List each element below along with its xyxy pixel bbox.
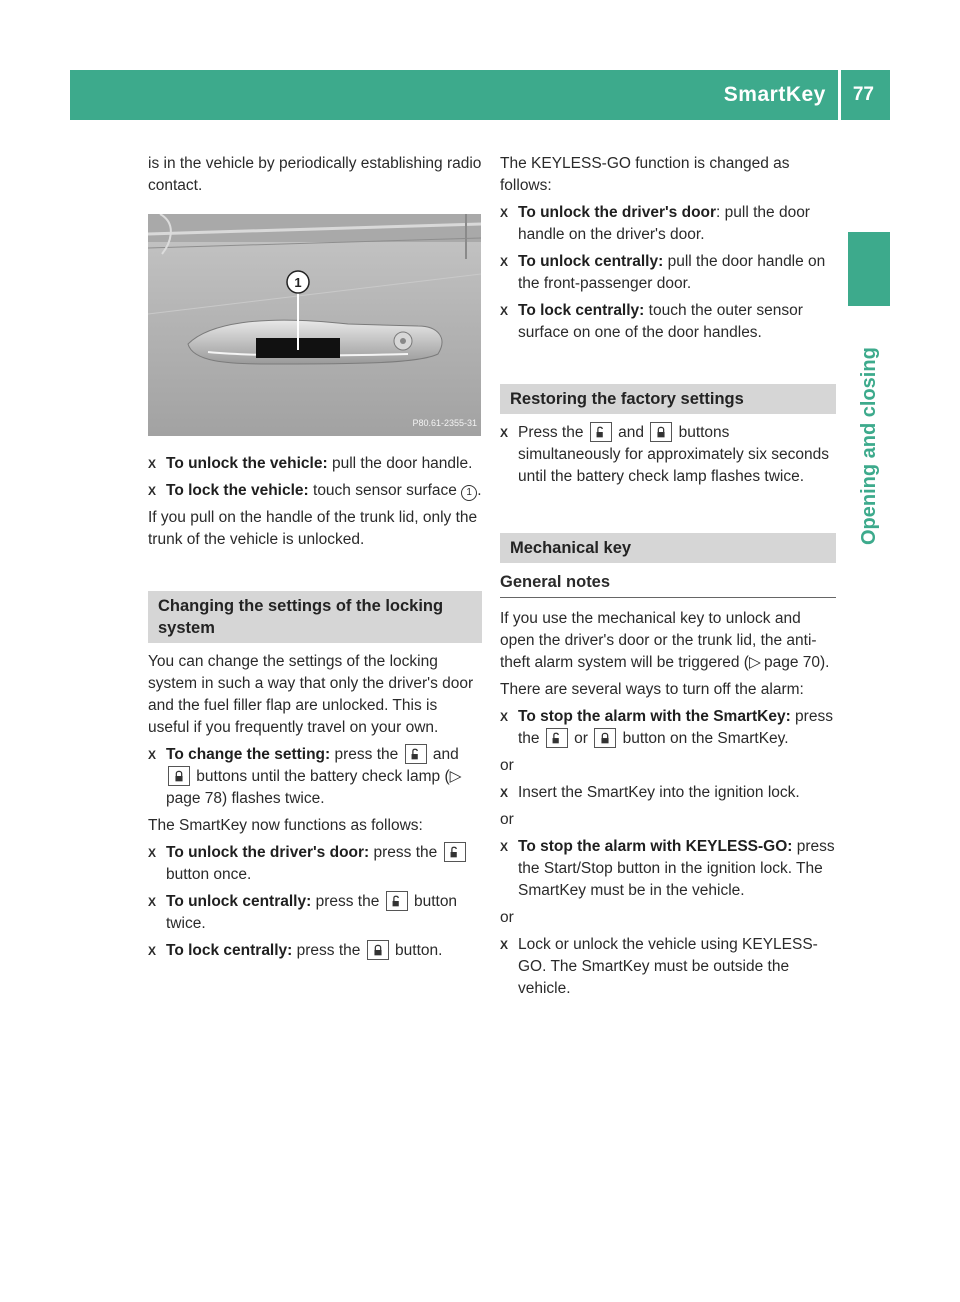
lock-button-icon: [650, 422, 672, 442]
instruction-arrow-icon: X: [148, 846, 157, 860]
header-section-title: SmartKey: [723, 83, 826, 106]
page-ref-arrow-icon: ▷: [748, 654, 761, 671]
trunk-paragraph: If you pull on the handle of the trunk lid, only the trunk of the vehicle is unlocked.: [148, 509, 478, 548]
instruction-label: To lock centrally:: [166, 942, 293, 959]
door-handle-illustration: [148, 214, 481, 436]
instruction-unlock-centrally: [148, 891, 482, 935]
instruction-label: To stop the alarm with KEYLESS-GO:: [518, 838, 793, 855]
instruction-arrow-icon: X: [500, 206, 509, 220]
instruction-text: press the: [518, 708, 833, 747]
or-separator: or: [500, 811, 514, 828]
instruction-arrow-icon: X: [500, 710, 509, 724]
figure-caption: P80.61-2355-31: [412, 418, 477, 428]
instruction-arrow-icon: X: [500, 786, 509, 800]
left-column: [148, 153, 482, 967]
lock-button-icon: [594, 728, 616, 748]
instruction-arrow-icon: X: [500, 426, 509, 440]
page-reference-link[interactable]: page 78: [166, 790, 223, 807]
subheading-general-notes: General notes: [500, 571, 836, 598]
instruction-arrow-icon: X: [148, 457, 157, 471]
change-settings-paragraph: You can change the settings of the locking system in such a way that only the driver's door and the fuel filler flap are unlocked. This is useful if you frequently travel on your own.: [148, 653, 474, 736]
callout-ref-1: 1: [461, 485, 477, 501]
instruction-lock-unlock-keyless-go: [500, 934, 836, 1000]
instruction-change-setting: [148, 744, 482, 810]
mechanical-key-paragraph: [500, 608, 836, 674]
alarm-paragraph: There are several ways to turn off the alarm:: [500, 681, 804, 698]
instruction-text: buttons simultaneously for approximately six seconds until the battery check lamp flashes twice.: [518, 424, 829, 485]
instruction-text: pull the door handle.: [327, 455, 473, 472]
instruction-text: ) flashes twice.: [222, 790, 325, 807]
paragraph-text: ).: [820, 654, 830, 671]
instruction-text: press the: [330, 746, 403, 763]
keyless-paragraph: The KEYLESS-GO function is changed as follows:: [500, 155, 790, 194]
instruction-text: Press the: [518, 424, 588, 441]
instruction-insert-smartkey: [500, 782, 836, 804]
instruction-unlock-drivers-door: [148, 842, 482, 886]
instruction-arrow-icon: X: [500, 255, 509, 269]
instruction-text: touch the outer sensor surface on one of the door handles.: [518, 302, 803, 341]
page-ref-arrow-icon: ▷: [449, 768, 462, 785]
instruction-text: button twice.: [166, 893, 458, 932]
figure-callout-1: 1: [294, 275, 302, 290]
instruction-label: To lock the vehicle:: [166, 482, 309, 499]
intro-paragraph: is in the vehicle by periodically establishing radio contact.: [148, 155, 482, 194]
instruction-lock-vehicle: [148, 480, 482, 502]
lock-button-icon: [367, 940, 389, 960]
instruction-restore-settings: [500, 422, 836, 488]
instruction-text: press the: [369, 844, 442, 861]
instruction-text: button once.: [166, 866, 252, 883]
instruction-text: Insert the SmartKey into the ignition lock.: [518, 784, 800, 801]
right-column: [500, 153, 836, 1005]
instruction-arrow-icon: X: [500, 840, 509, 854]
instruction-text-end: .: [477, 482, 482, 499]
unlock-button-icon: [444, 842, 466, 862]
header-text: [724, 70, 890, 120]
instruction-text: press the: [292, 942, 365, 959]
instruction-lock-centrally: [148, 940, 482, 962]
instruction-text: or: [569, 730, 593, 747]
instruction-arrow-icon: X: [148, 944, 157, 958]
instruction-label: To stop the alarm with the SmartKey:: [518, 708, 791, 725]
instruction-stop-alarm-smartkey: [500, 706, 836, 750]
instruction-text: button on the SmartKey.: [618, 730, 789, 747]
heading-mechanical-key: Mechanical key: [500, 533, 836, 563]
heading-changing-settings: Changing the settings of the locking system: [148, 591, 482, 643]
instruction-text: : pull the door handle on the driver's door.: [518, 204, 810, 243]
instruction-label: To unlock centrally:: [166, 893, 312, 910]
heading-restoring-factory-settings: Restoring the factory settings: [500, 384, 836, 414]
instruction-label: To unlock the vehicle:: [166, 455, 328, 472]
or-separator: or: [500, 757, 514, 774]
side-tab-label: Opening and closing: [858, 347, 880, 545]
instruction-stop-alarm-keyless-go: [500, 836, 836, 902]
instruction-arrow-icon: X: [148, 484, 157, 498]
instruction-text: press the: [311, 893, 384, 910]
instruction-label: To unlock the driver's door: [518, 204, 717, 221]
unlock-button-icon: [405, 744, 427, 764]
instruction-text: and: [428, 746, 459, 763]
instruction-label: To unlock the driver's door:: [166, 844, 370, 861]
instruction-text: buttons until the battery check lamp (: [192, 768, 450, 785]
page-number: 77: [852, 84, 874, 105]
instruction-keyless-unlock-centrally: [500, 251, 836, 295]
instruction-text: and: [613, 424, 649, 441]
functions-paragraph: The SmartKey now functions as follows:: [148, 817, 423, 834]
paragraph-text: If you use the mechanical key to unlock and open the driver's door or the trunk lid, the anti-theft alarm system will be triggered (: [500, 610, 817, 671]
instruction-arrow-icon: X: [500, 938, 509, 952]
lock-button-icon: [168, 766, 190, 786]
instruction-text: press the Start/Stop button in the ignition lock. The SmartKey must be in the vehicle.: [518, 838, 835, 899]
instruction-label: To unlock centrally:: [518, 253, 664, 270]
side-tab-marker: [848, 232, 890, 306]
instruction-unlock-vehicle: [148, 453, 482, 475]
instruction-text: touch sensor surface: [308, 482, 462, 499]
instruction-arrow-icon: X: [148, 895, 157, 909]
or-separator: or: [500, 909, 514, 926]
instruction-arrow-icon: X: [148, 748, 157, 762]
unlock-button-icon: [386, 891, 408, 911]
instruction-label: To change the setting:: [166, 746, 331, 763]
instruction-label: To lock centrally:: [518, 302, 645, 319]
instruction-text: button.: [390, 942, 443, 959]
door-handle-figure: [148, 214, 481, 436]
page-reference-link[interactable]: page 70: [763, 654, 821, 671]
instruction-keyless-lock-centrally: [500, 300, 836, 344]
header-bar: [70, 70, 890, 120]
unlock-button-icon: [590, 422, 612, 442]
unlock-button-icon: [546, 728, 568, 748]
instruction-keyless-unlock-drivers-door: [500, 202, 836, 246]
instruction-text: pull the door handle on the front-passenger door.: [518, 253, 826, 292]
instruction-arrow-icon: X: [500, 304, 509, 318]
instruction-text: Lock or unlock the vehicle using KEYLESS-GO. The SmartKey must be outside the vehicle.: [518, 936, 818, 997]
